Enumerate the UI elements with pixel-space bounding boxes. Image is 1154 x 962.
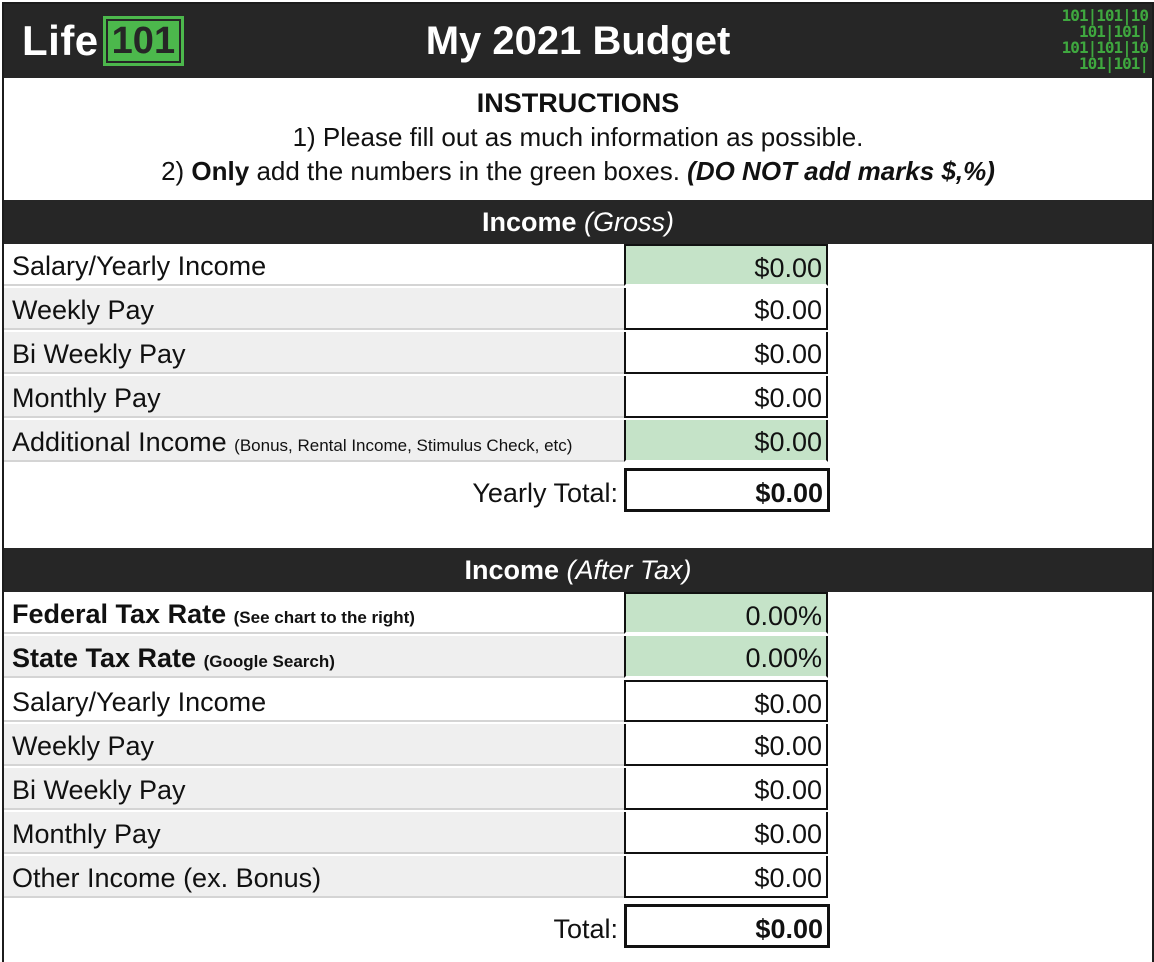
gross-row-weekly — [4, 288, 1152, 332]
row-label: Monthly Pay — [4, 812, 624, 854]
after-tax-row-biweekly — [4, 768, 1152, 812]
instruction-middle: add the numbers in the green boxes. — [249, 156, 688, 186]
instruction-prefix: 2) — [161, 156, 192, 186]
gross-additional-input[interactable]: $0.00 — [624, 420, 828, 462]
row-label: Other Income (ex. Bonus) — [4, 856, 624, 898]
row-label: State Tax Rate (Google Search) — [4, 636, 624, 678]
gross-row-additional — [4, 420, 1152, 464]
gross-total-row — [4, 468, 1152, 514]
instruction-only: Only — [191, 156, 250, 186]
instruction-line-2 — [4, 154, 1152, 188]
row-label: Monthly Pay — [4, 376, 624, 418]
row-label: Bi Weekly Pay — [4, 768, 624, 810]
after-tax-total-label: Total: — [553, 914, 618, 944]
gross-header-bold: Income — [481, 207, 577, 237]
after-tax-other-value[interactable]: $0.00 — [624, 856, 828, 898]
row-label: Weekly Pay — [4, 288, 624, 330]
row-label: Salary/Yearly Income — [4, 244, 624, 286]
after-tax-row-weekly — [4, 724, 1152, 768]
instruction-warning: (DO NOT add marks $,%) — [687, 156, 995, 186]
gross-header-italic: (Gross) — [584, 207, 675, 237]
gross-total-value[interactable]: $0.00 — [624, 468, 830, 512]
after-tax-weekly-value[interactable]: $0.00 — [624, 724, 828, 766]
title-bar — [4, 4, 1152, 78]
row-note: (Bonus, Rental Income, Stimulus Check, etc) — [234, 436, 573, 455]
gross-total-label: Yearly Total: — [472, 478, 618, 508]
after-tax-income-header — [4, 548, 1152, 592]
instruction-line-1: 1) Please fill out as much information as possible. — [292, 122, 864, 152]
after-tax-total-row — [4, 904, 1152, 950]
state-tax-input[interactable]: 0.00% — [624, 636, 828, 678]
gross-row-biweekly — [4, 332, 1152, 376]
after-tax-biweekly-value[interactable]: $0.00 — [624, 768, 828, 810]
budget-sheet — [2, 2, 1154, 962]
binary-decoration-icon: 101|101|10 101|101| 101|101|10 101|101| — [1061, 8, 1148, 73]
row-note: (See chart to the right) — [233, 608, 415, 627]
federal-tax-input[interactable]: 0.00% — [624, 592, 828, 634]
after-tax-monthly-value[interactable]: $0.00 — [624, 812, 828, 854]
after-tax-row-other — [4, 856, 1152, 900]
gross-row-monthly — [4, 376, 1152, 420]
row-label: Bi Weekly Pay — [4, 332, 624, 374]
row-note: (Google Search) — [203, 652, 335, 671]
instructions-panel — [4, 78, 1152, 196]
after-tax-row-state — [4, 636, 1152, 680]
instructions-heading: INSTRUCTIONS — [476, 88, 680, 118]
gross-salary-input[interactable]: $0.00 — [624, 244, 828, 286]
gross-biweekly-value[interactable]: $0.00 — [624, 332, 828, 374]
after-tax-header-italic: (After Tax) — [566, 555, 692, 585]
after-tax-row-salary — [4, 680, 1152, 724]
page-title: My 2021 Budget — [425, 19, 731, 63]
row-label: Federal Tax Rate (See chart to the right) — [4, 592, 624, 634]
row-label: Weekly Pay — [4, 724, 624, 766]
row-label: Additional Income (Bonus, Rental Income, Stimulus Check, etc) — [4, 420, 624, 462]
logo-text: Life — [22, 17, 99, 64]
after-tax-row-monthly — [4, 812, 1152, 856]
after-tax-salary-value[interactable]: $0.00 — [624, 680, 828, 722]
after-tax-header-bold: Income — [464, 555, 559, 585]
after-tax-row-federal — [4, 592, 1152, 636]
gross-income-header — [4, 200, 1152, 244]
gross-weekly-value[interactable]: $0.00 — [624, 288, 828, 330]
after-tax-total-value[interactable]: $0.00 — [624, 904, 830, 948]
gross-monthly-value[interactable]: $0.00 — [624, 376, 828, 418]
logo-number: 101 — [103, 16, 184, 66]
row-label: Salary/Yearly Income — [4, 680, 624, 722]
gross-row-salary — [4, 244, 1152, 288]
